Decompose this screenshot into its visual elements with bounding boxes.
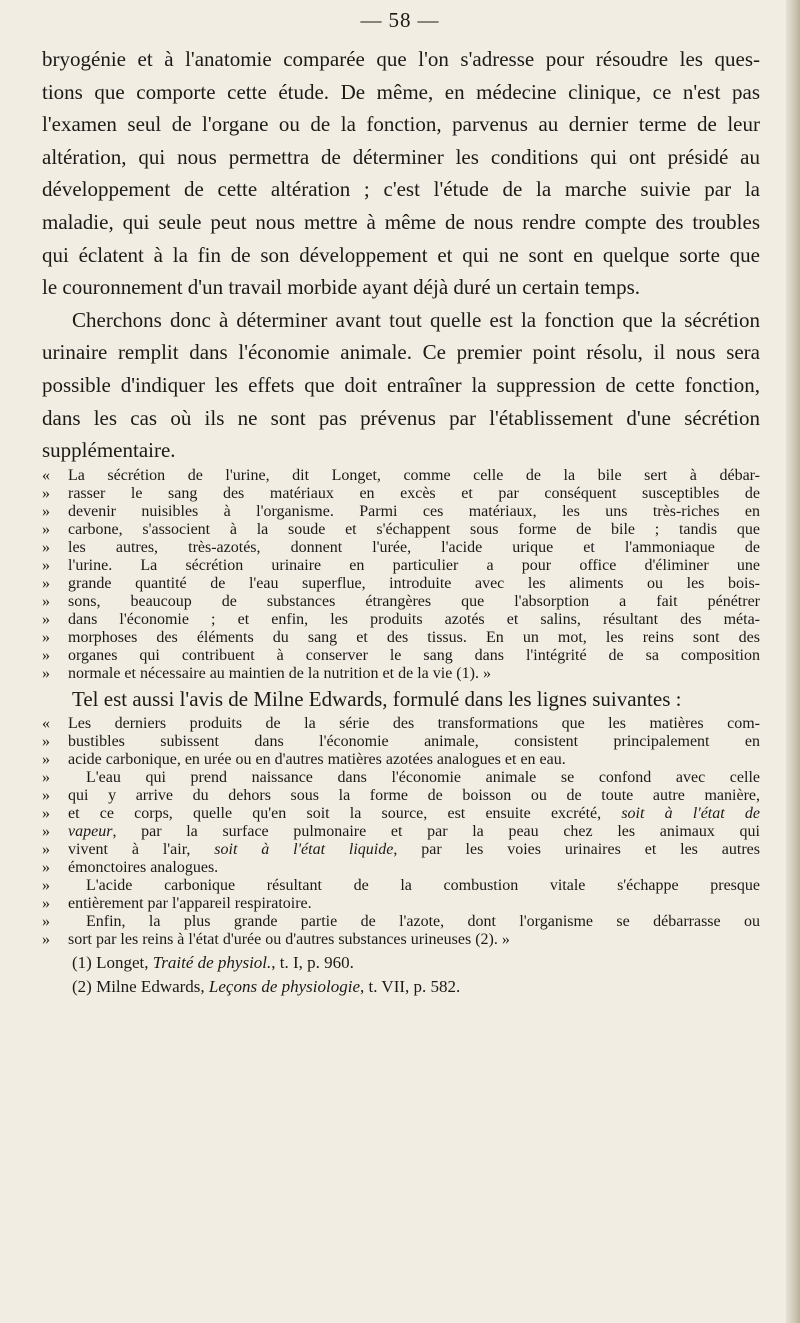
quote-line bbox=[42, 611, 760, 629]
quote-mark: » bbox=[42, 769, 50, 787]
text-line: qui éclatent à la fin de son développement et qui ne sont en quelque sorte que bbox=[42, 242, 760, 267]
quote-line bbox=[42, 913, 760, 931]
quote-text: organes qui contribuent à conserver le sang dans l'intégrité de sa composition bbox=[68, 646, 760, 664]
quote-mark: » bbox=[42, 895, 50, 913]
text-line: bryogénie et à l'anatomie comparée que l'on s'adresse pour résoudre les ques- bbox=[42, 47, 760, 71]
quote-text: rasser le sang des matériaux en excès et par conséquent susceptibles de bbox=[68, 484, 760, 502]
paragraph-3: Tel est aussi l'avis de Milne Edwards, formulé dans les lignes suivantes : bbox=[72, 686, 682, 711]
quote-text: dans l'économie ; et enfin, les produits azotés et salins, résultant des méta- bbox=[68, 610, 760, 628]
quote-text: entièrement par l'appareil respiratoire. bbox=[68, 895, 312, 913]
quote-mark: » bbox=[42, 823, 50, 841]
quote-mark: » bbox=[42, 787, 50, 805]
text-line: tions que comporte cette étude. De même, en médecine clinique, ce n'est pas bbox=[42, 79, 760, 104]
quote-text: La sécrétion de l'urine, dit Longet, comme celle de la bile sert à débar- bbox=[68, 466, 760, 484]
quote-line bbox=[42, 665, 760, 683]
quote-text: morphoses des éléments du sang et des tissus. En un mot, les reins sont des bbox=[68, 628, 760, 646]
footnote-title: Leçons de physiologie bbox=[208, 977, 361, 997]
footnote-title: Traité de physiol. bbox=[152, 953, 272, 973]
quote-line bbox=[42, 787, 760, 805]
quote-mark: » bbox=[42, 592, 50, 610]
quote-mark: » bbox=[42, 733, 50, 751]
italic-span: vapeur bbox=[68, 823, 113, 841]
footnote-ref: , t. VII, p. 582. bbox=[360, 977, 461, 997]
text-line: le couronnement d'un travail morbide ayant déjà duré un certain temps. bbox=[42, 275, 640, 300]
text-line: supplémentaire. bbox=[42, 438, 176, 463]
paragraph-1 bbox=[42, 43, 760, 304]
quote-line bbox=[42, 805, 760, 823]
quote-text: Enfin, la plus grande partie de l'azote, dont l'organisme se débarrasse ou bbox=[86, 913, 760, 931]
quote-mark: » bbox=[42, 484, 50, 502]
quote-text: sons, beaucoup de substances étrangères que l'absorption a fait pénétrer bbox=[68, 592, 760, 610]
quote-longet bbox=[42, 467, 760, 683]
text-line: l'examen seul de l'organe ou de la fonction, parvenus au dernier terme de leur bbox=[42, 112, 760, 137]
quote-text: sort par les reins à l'état d'urée ou d'autres substances urineuses (2). » bbox=[68, 931, 510, 949]
quote-mark: » bbox=[42, 859, 50, 877]
text-line: Cherchons donc à déterminer avant tout quelle est la fonction que la sécrétion bbox=[72, 307, 760, 332]
quote-mark: « bbox=[42, 466, 50, 484]
quote-mark: » bbox=[42, 931, 50, 949]
quote-line bbox=[42, 841, 760, 859]
quote-mark: » bbox=[42, 841, 50, 859]
quote-line bbox=[42, 593, 760, 611]
quote-text: L'acide carbonique résultant de la combustion vitale s'échappe presque bbox=[86, 877, 760, 895]
paragraph-2 bbox=[42, 304, 760, 467]
quote-line bbox=[42, 503, 760, 521]
quote-text: bustibles subissent dans l'économie animale, consistent principalement en bbox=[68, 733, 760, 751]
text-line: possible d'indiquer les effets que doit entraîner la suppression de cette fonction, bbox=[42, 372, 760, 397]
quote-edwards bbox=[42, 715, 760, 949]
quote-text bbox=[68, 841, 760, 859]
text-span: et ce corps, quelle qu'en soit la source, est ensuite excrété, bbox=[68, 805, 622, 823]
quote-mark: » bbox=[42, 502, 50, 520]
quote-line bbox=[42, 485, 760, 503]
quote-line bbox=[42, 751, 760, 769]
quote-mark: » bbox=[42, 628, 50, 646]
quote-text bbox=[68, 823, 760, 841]
quote-text: grande quantité de l'eau superflue, introduite avec les aliments ou les bois- bbox=[68, 574, 760, 592]
quote-text: normale et nécessaire au maintien de la nutrition et de la vie (1). » bbox=[68, 664, 491, 682]
text-span: , par les voies urinaires et les autres bbox=[393, 841, 760, 859]
quote-text: les autres, très-azotés, donnent l'urée, l'acide urique et l'ammoniaque de bbox=[68, 538, 760, 556]
quote-mark: » bbox=[42, 520, 50, 538]
page-header: — 58 — bbox=[360, 8, 440, 32]
quote-line bbox=[42, 877, 760, 895]
text-span: vivent à l'air, bbox=[68, 841, 215, 859]
page-edge bbox=[786, 0, 800, 1323]
quote-line bbox=[42, 715, 760, 733]
quote-mark: » bbox=[42, 664, 50, 682]
footnote-ref: , t. I, p. 960. bbox=[271, 953, 354, 973]
quote-mark: » bbox=[42, 574, 50, 592]
quote-line bbox=[42, 769, 760, 787]
footnote-number: (1) bbox=[72, 953, 92, 973]
text-line: dans les cas où ils ne sont pas prévenus par l'établissement d'une sécrétion bbox=[42, 405, 760, 430]
quote-line bbox=[42, 895, 760, 913]
text-span: , par la surface pulmonaire et par la peau chez les animaux qui bbox=[112, 823, 760, 841]
footnotes bbox=[42, 951, 760, 999]
footnote-1 bbox=[42, 951, 760, 975]
text-line: maladie, qui seule peut nous mettre à même de nous rendre compte des troubles bbox=[42, 209, 760, 234]
quote-text: L'eau qui prend naissance dans l'économie animale se confond avec celle bbox=[86, 769, 760, 787]
text-line: urinaire remplit dans l'économie animale. Ce premier point résolu, il nous sera bbox=[42, 340, 760, 365]
quote-mark: » bbox=[42, 556, 50, 574]
page-number: 58 bbox=[388, 8, 412, 32]
text-line: développement de cette altération ; c'est l'étude de la marche suivie par la bbox=[42, 177, 760, 202]
quote-mark: « bbox=[42, 715, 50, 733]
quote-mark: » bbox=[42, 610, 50, 628]
quote-line bbox=[42, 629, 760, 647]
quote-mark: » bbox=[42, 805, 50, 823]
quote-line bbox=[42, 557, 760, 575]
quote-mark: » bbox=[42, 913, 50, 931]
quote-line bbox=[42, 647, 760, 665]
italic-span: soit à l'état de bbox=[621, 805, 760, 823]
text-line: altération, qui nous permettra de déterminer les conditions qui ont présidé au bbox=[42, 144, 760, 169]
quote-text: l'urine. La sécrétion urinaire en particulier a pour office d'éliminer une bbox=[68, 556, 760, 574]
quote-line bbox=[42, 467, 760, 485]
footnote-2 bbox=[42, 975, 760, 999]
quote-line bbox=[42, 859, 760, 877]
footnote-author: Milne Edwards, bbox=[96, 977, 205, 997]
quote-line bbox=[42, 823, 760, 841]
quote-line bbox=[42, 521, 760, 539]
quote-text: carbone, s'associent à la soude et s'échappent sous forme de bile ; tandis que bbox=[68, 520, 760, 538]
quote-line bbox=[42, 575, 760, 593]
quote-line bbox=[42, 931, 760, 949]
quote-mark: » bbox=[42, 751, 50, 769]
quote-mark: » bbox=[42, 538, 50, 556]
quote-text: Les derniers produits de la série des transformations que les matières com- bbox=[68, 715, 760, 733]
quote-line bbox=[42, 733, 760, 751]
page-body bbox=[42, 43, 760, 999]
quote-line bbox=[42, 539, 760, 557]
quote-text: acide carbonique, en urée ou en d'autres matières azotées analogues et en eau. bbox=[68, 751, 566, 769]
quote-text: émonctoires analogues. bbox=[68, 859, 219, 877]
footnote-author: Longet, bbox=[96, 953, 149, 973]
footnote-number: (2) bbox=[72, 977, 92, 997]
quote-text bbox=[68, 805, 760, 823]
quote-text: devenir nuisibles à l'organisme. Parmi ces matériaux, les uns très-riches en bbox=[68, 502, 760, 520]
italic-span: soit à l'état liquide bbox=[214, 841, 394, 859]
quote-text: qui y arrive du dehors sous la forme de boisson ou de toute autre manière, bbox=[68, 787, 760, 805]
quote-mark: » bbox=[42, 646, 50, 664]
quote-mark: » bbox=[42, 877, 50, 895]
